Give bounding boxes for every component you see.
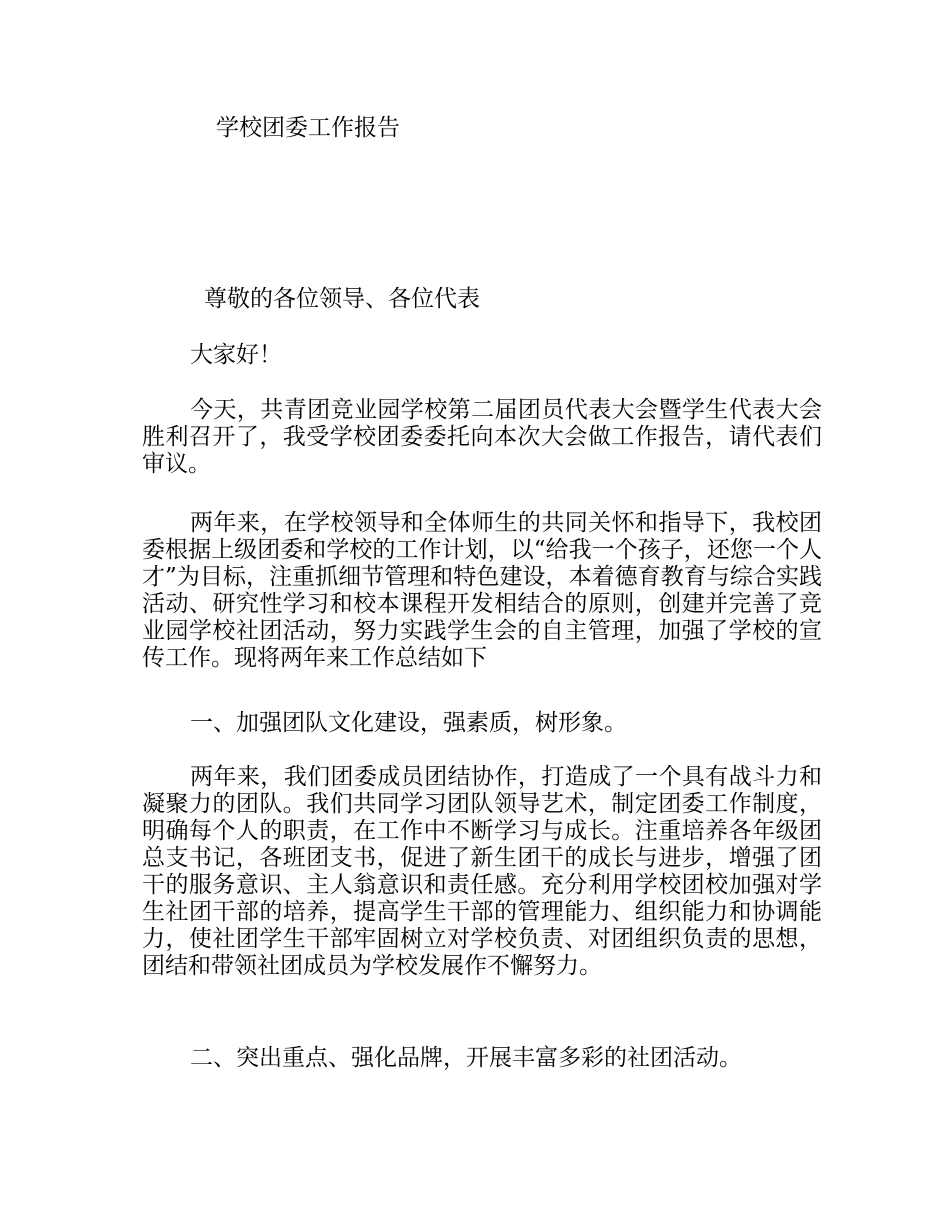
intro-paragraph: 今天，共青团竞业园学校第二届团员代表大会暨学生代表大会胜利召开了，我受学校团委委托向本次大会做工作报告，请代表们审议。 xyxy=(142,397,822,477)
section-1-body: 两年来，我们团委成员团结协作，打造成了一个具有战斗力和凝聚力的团队。我们共同学习团队领导艺术，制定团委工作制度，明确每个人的职责，在工作中不断学习与成长。注重培养各年级团总支书记，各班团支书，促进了新生团干的成长与进步，增强了团干的服务意识、主人翁意识和责任感。充分利用学校团校加强对学生社团干部的培养，提高学生干部的管理能力、组织能力和协调能力，使社团学生干部牢固树立对学校负责、对团组织负责的思想，团结和带领社团成员为学校发展作不懈努力。 xyxy=(142,764,822,979)
section-1-heading: 一、加强团队文化建设，强素质，树形象。 xyxy=(190,710,627,736)
section-2-heading: 二、突出重点、强化品牌，开展丰富多彩的社团活动。 xyxy=(190,1045,742,1071)
overview-paragraph: 两年来，在学校领导和全体师生的共同关怀和指导下，我校团委根据上级团委和学校的工作计划，以“给我一个孩子，还您一个人才”为目标，注重抓细节管理和特色建设，本着德育教育与综合实践活动、研究性学习和校本课程开发相结合的原则，创建并完善了竞业园学校社团活动，努力实践学生会的自主管理，加强了学校的宣传工作。现将两年来工作总结如下 xyxy=(142,510,822,671)
greeting: 大家好！ xyxy=(190,342,282,368)
document-title: 学校团委工作报告 xyxy=(216,115,400,141)
salutation: 尊敬的各位领导、各位代表 xyxy=(204,286,480,312)
